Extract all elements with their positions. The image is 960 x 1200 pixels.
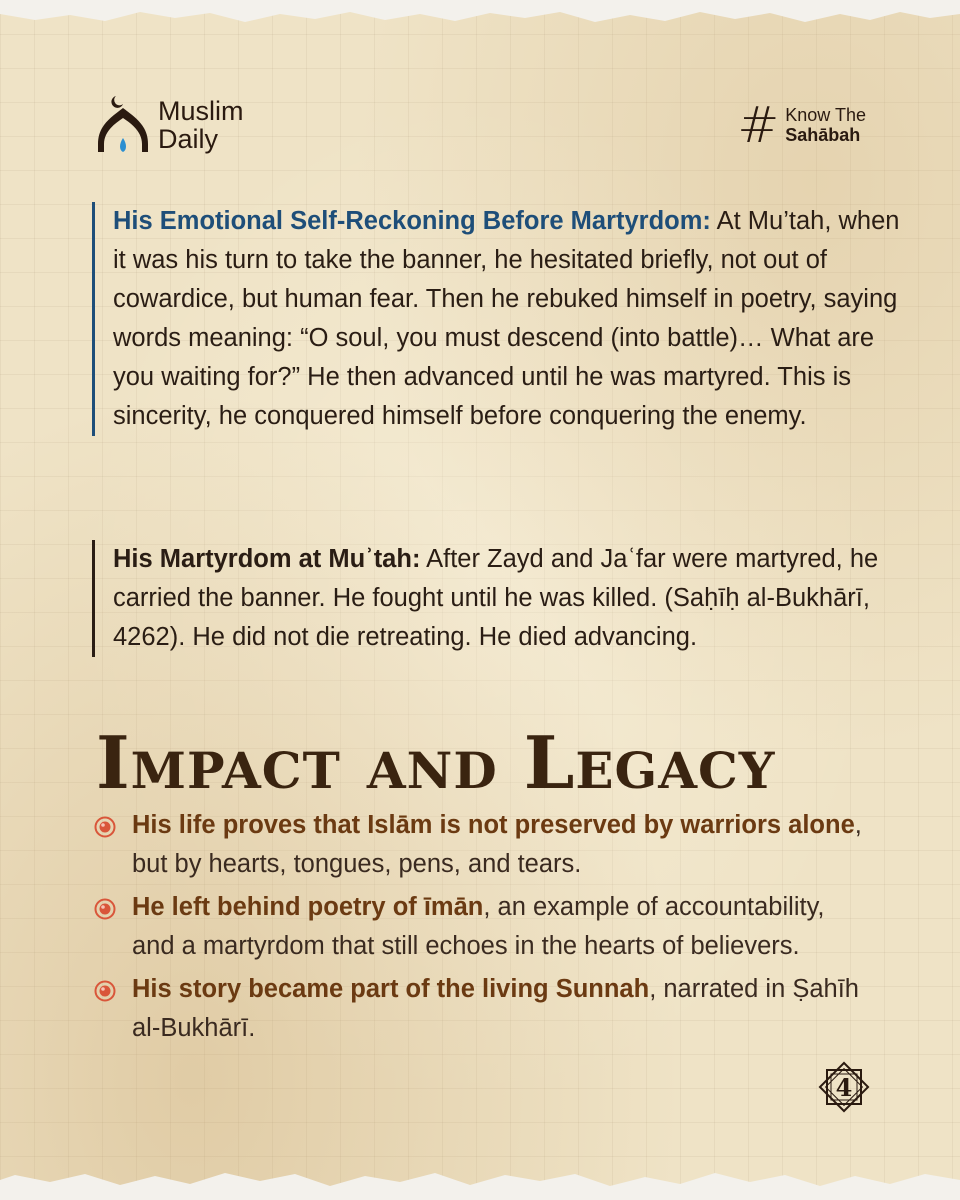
bullet-rest: , an example of accountability, and a martyrdom that still echoes in the hearts of believers. [132,893,825,960]
list-item [92,888,872,966]
target-circle-icon [94,816,116,838]
bullet-strong: His life proves that Islām is not preserved by warriors alone [132,811,855,839]
page-number: 4 [835,1072,853,1102]
legacy-bullet-list [92,806,872,1052]
brand-logo [94,92,244,158]
block1-body: At Mu’tah, when it was his turn to take the banner, he hesitated briefly, not out of cowardice, but human fear. Then he rebuked himself in poetry, saying words meaning: “O soul, you must descend (into battle)… What are you waiting for?” He then advanced until he was martyred. This is sincerity, he conquered himself before conquering the enemy. [113,207,900,430]
list-item [92,806,872,884]
brand-line2: Daily [158,124,219,154]
hashtag-label [737,96,866,154]
block2-body: After Zayd and Jaʿfar were martyred, he carried the banner. He fought until he was killed. (Saḥīḥ al-Bukhārī, 4262). He did not die retreating. He died advancing. [113,545,879,651]
target-circle-icon [94,898,116,920]
hashtag-text [785,105,866,145]
brand-line1: Muslim [158,96,244,126]
quote-block-martyrdom [92,540,913,657]
block2-lead: His Martyrdom at Muʾtah: [113,545,421,573]
quote-block-self-reckoning [92,202,913,436]
target-circle-icon [94,980,116,1002]
hashtag-line1: Know The [785,105,866,125]
section-title: Impact and Legacy [96,720,776,805]
list-item [92,970,872,1048]
torn-edge-bottom [0,1160,960,1200]
bullet-strong: He left behind poetry of īmān [132,893,484,921]
block1-lead: His Emotional Self-Reckoning Before Martyrdom: [113,207,711,235]
brand-name [158,97,244,153]
bullet-rest: , but by hearts, tongues, pens, and tears. [132,811,862,878]
bullet-rest: , narrated in Ṣahīh al-Bukhārī. [132,975,859,1042]
bullet-strong: His story became part of the living Sunnah [132,975,650,1003]
torn-edge-top [0,0,960,40]
hashtag-line2: Sahābah [785,125,861,145]
mosque-dome-crescent-icon [94,92,152,158]
hash-icon: # [737,96,780,154]
